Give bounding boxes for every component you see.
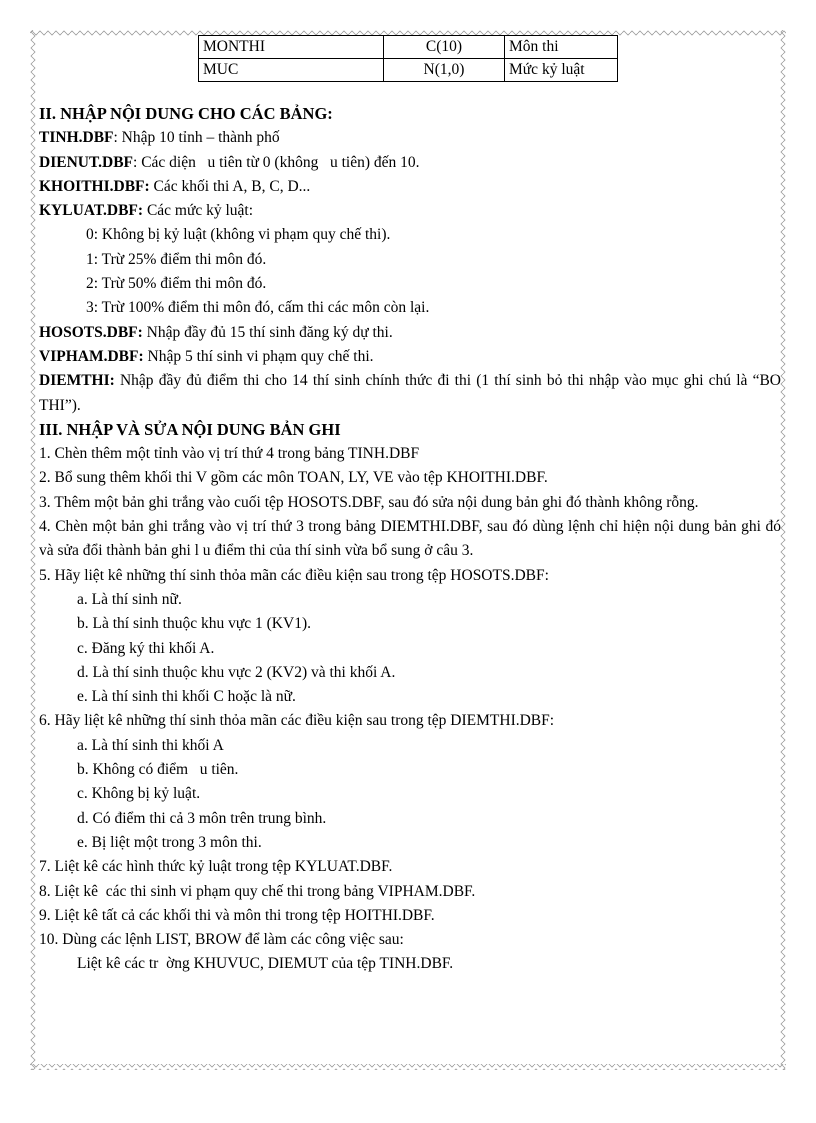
field-desc-cell: Môn thi (505, 36, 618, 59)
question-5: 5. Hãy liệt kê những thí sinh thỏa mãn các điều kiện sau trong tệp HOSOTS.DBF: (39, 566, 549, 584)
document-body (39, 35, 781, 977)
list-item: a. Là thí sinh thi khối A (77, 736, 224, 754)
field-name-cell: MUC (199, 59, 384, 82)
question-10: 10. Dùng các lệnh LIST, BROW để làm các công việc sau: (39, 931, 404, 949)
field-type-cell: N(1,0) (384, 59, 505, 82)
diemthi-text: Nhập đầy đủ điểm thi cho 14 thí sinh chính thức đi thi (1 thí sinh bỏ thi nhập vào mục ghi chú là “BO THI”). (39, 372, 781, 414)
field-type-cell: C(10) (384, 36, 505, 59)
list-item: e. Là thí sinh thi khối C hoặc là nữ. (77, 688, 296, 706)
question-4: 4. Chèn một bản ghi trắng vào vị trí thứ 3 trong bảng DIEMTHI.DBF, sau đó dùng lệnh chỉ hiện nội dung bản ghi đó và sửa đổi thành bản ghi l u điểm thi của thí sinh vừa bổ sung ở câu 3. (39, 518, 781, 560)
question-3: 3. Thêm một bản ghi trắng vào cuối tệp HOSOTS.DBF, sau đó sửa nội dung bản ghi đó thành không rỗng. (39, 493, 699, 511)
section-2-heading: II. NHẬP NỘI DUNG CHO CÁC BẢNG: (39, 104, 333, 123)
question-2: 2. Bổ sung thêm khối thi V gồm các môn TOAN, LY, VE vào tệp KHOITHI.DBF. (39, 469, 548, 487)
vipham-text: Nhập 5 thí sinh vi phạm quy chế thi. (143, 347, 374, 365)
diemthi-line (39, 369, 781, 418)
list-item: Liệt kê các tr ờng KHUVUC, DIEMUT của tệp TINH.DBF. (77, 955, 454, 973)
list-item: 0: Không bị kỷ luật (không vi phạm quy chế thi). (86, 226, 391, 244)
dienut-label: DIENUT.DBF (39, 153, 134, 171)
list-item: b. Không có điểm u tiên. (77, 761, 239, 779)
question-8: 8. Liệt kê các thi sinh vi phạm quy chế thi trong bảng VIPHAM.DBF. (39, 882, 476, 900)
table-row (199, 59, 618, 82)
kyluat-text: Các mức kỷ luật: (143, 202, 254, 220)
vipham-label: VIPHAM.DBF: (39, 347, 144, 365)
vipham-line (39, 345, 781, 369)
question-1: 1. Chèn thêm một tỉnh vào vị trí thứ 4 trong bảng TINH.DBF (39, 445, 420, 463)
kyluat-line (39, 199, 781, 223)
khoithi-text: Các khối thi A, B, C, D... (149, 177, 311, 195)
kyluat-label: KYLUAT.DBF: (39, 202, 144, 220)
list-item: d. Là thí sinh thuộc khu vực 2 (KV2) và thi khối A. (77, 663, 396, 681)
field-table (198, 35, 618, 82)
question-9: 9. Liệt kê tất cả các khối thi và môn thi trong tệp HOITHI.DBF. (39, 906, 435, 924)
list-item: 1: Trừ 25% điểm thi môn đó. (86, 250, 267, 268)
khoithi-line (39, 175, 781, 199)
list-item: d. Có điểm thi cả 3 môn trên trung bình. (77, 809, 327, 827)
section-3-heading: III. NHẬP VÀ SỬA NỘI DUNG BẢN GHI (39, 419, 341, 439)
khoithi-label: KHOITHI.DBF: (39, 177, 150, 195)
list-item: b. Là thí sinh thuộc khu vực 1 (KV1). (77, 615, 311, 633)
tinh-line (39, 126, 781, 150)
tinh-text: : Nhập 10 tỉnh – thành phố (113, 129, 280, 147)
list-item: e. Bị liệt một trong 3 môn thi. (77, 833, 262, 851)
field-name-cell: MONTHI (199, 36, 384, 59)
question-7: 7. Liệt kê các hình thức kỷ luật trong tệp KYLUAT.DBF. (39, 858, 393, 876)
tinh-label: TINH.DBF (39, 129, 114, 147)
list-item: c. Không bị kỷ luật. (77, 785, 201, 803)
list-item: c. Đăng ký thi khối A. (77, 639, 215, 657)
dienut-text: : Các diện u tiên từ 0 (không u tiên) đến 10. (133, 153, 420, 171)
field-desc-cell: Mức kỷ luật (505, 59, 618, 82)
hosots-text: Nhập đầy đủ 15 thí sinh đăng ký dự thi. (142, 323, 393, 341)
hosots-label: HOSOTS.DBF: (39, 323, 143, 341)
dienut-line (39, 151, 781, 175)
question-6: 6. Hãy liệt kê những thí sinh thỏa mãn các điều kiện sau trong tệp DIEMTHI.DBF: (39, 712, 555, 730)
table-row (199, 36, 618, 59)
hosots-line (39, 321, 781, 345)
diemthi-label: DIEMTHI: (39, 372, 115, 390)
list-item: 3: Trừ 100% điểm thi môn đó, cấm thi các môn còn lại. (86, 299, 430, 317)
list-item: a. Là thí sinh nữ. (77, 590, 182, 608)
list-item: 2: Trừ 50% điểm thi môn đó. (86, 275, 267, 293)
